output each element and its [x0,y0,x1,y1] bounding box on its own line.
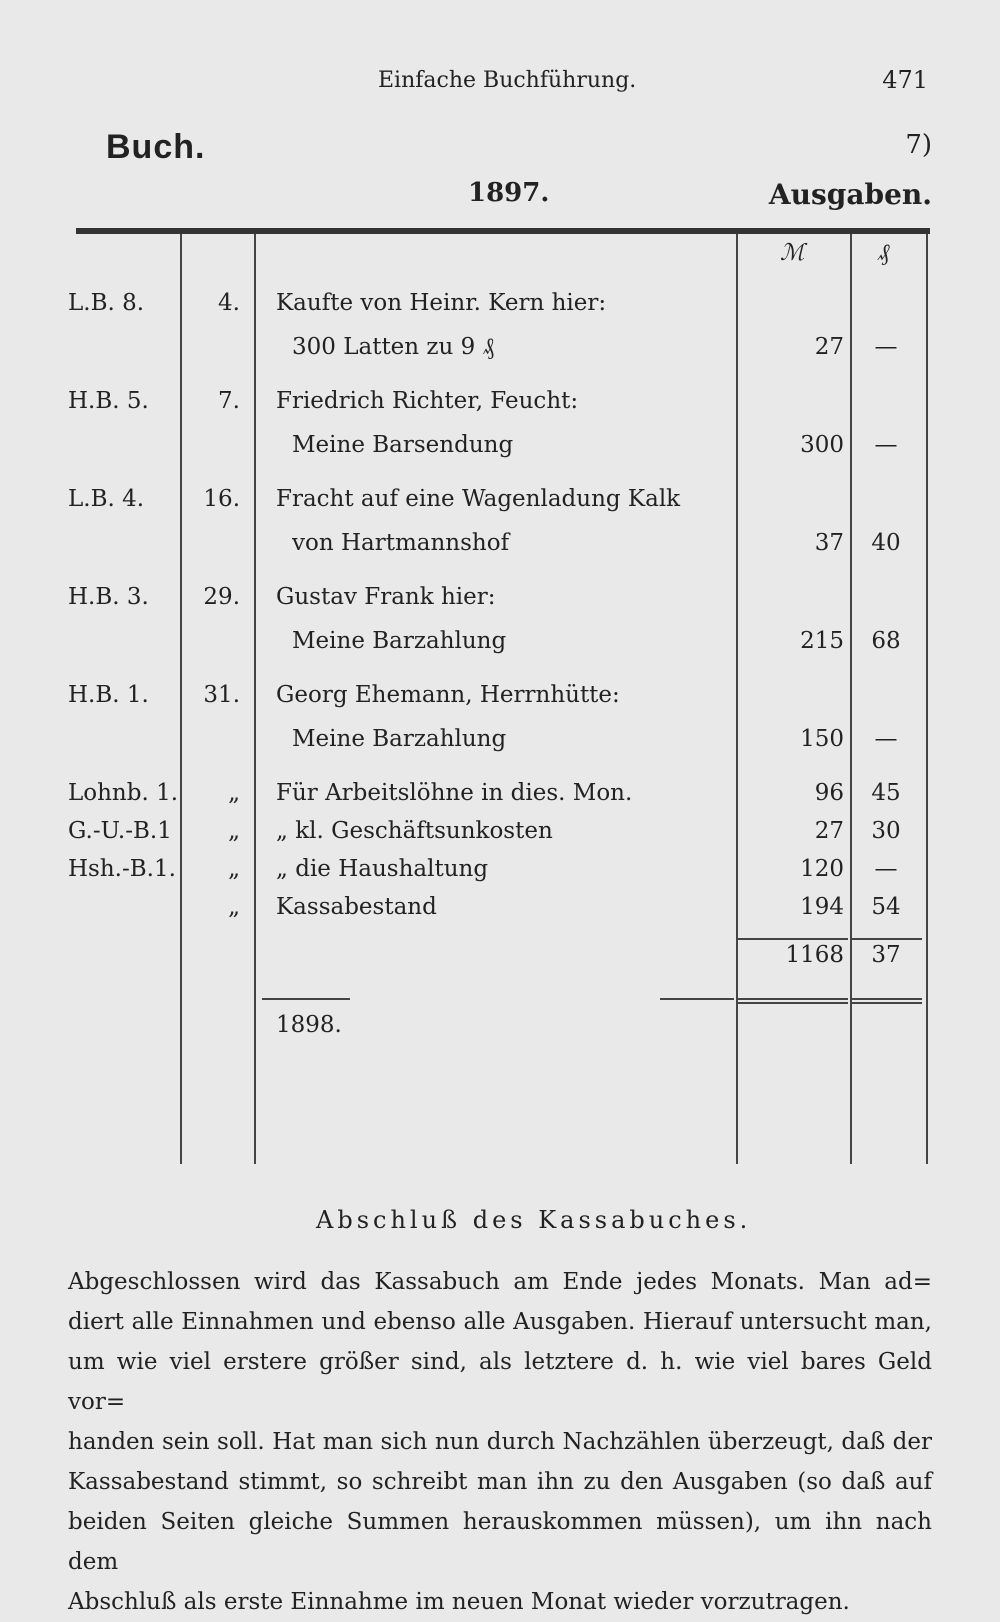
ledger-description: Friedrich Richter, Feucht: [276,388,579,414]
ledger-pfennig: 54 [871,894,901,920]
paragraph-line: Abschluß als erste Einnahme im neuen Monat wieder vorzutragen. [68,1589,850,1615]
table-top-rule [76,228,930,234]
ledger-marks: 27 [814,334,844,360]
ledger-ref: Hsh.-B.1. [68,856,176,882]
ledger-ref: H.B. 5. [68,388,149,414]
ledger-description: Meine Barzahlung [292,726,507,752]
ledger-marks: 27 [814,818,844,844]
ledger-ref: H.B. 3. [68,584,149,610]
running-title: Einfache Buchführung. [378,68,637,93]
ledger-marks: 96 [814,780,844,806]
ledger-pfennig: — [874,856,898,882]
ledger-marks: 215 [800,628,844,654]
ledger-description: Kaufte von Heinr. Kern hier: [276,290,607,316]
ledger-description: Kassabestand [276,894,437,920]
ledger-marks: 150 [800,726,844,752]
closing-rule [262,998,350,1000]
ledger-day: 16. [203,486,240,512]
ledger-day: „ [228,856,240,882]
year-heading: 1897. [468,178,550,208]
closing-rule [738,1002,848,1004]
closing-rule [852,998,922,1000]
body-paragraph [68,1262,932,1622]
ledger-pfennig: — [874,334,898,360]
total-marks: 1168 [785,942,844,968]
ledger-description: von Hartmannshof [292,530,510,556]
closing-rule [738,998,848,1000]
corner-mark: 7) [905,130,932,160]
ledger-description: Georg Ehemann, Herrnhütte: [276,682,620,708]
paragraph-line: um wie viel erstere größer sind, als letztere d. h. wie viel bares Geld vor= [68,1349,932,1415]
paragraph-line: beiden Seiten gleiche Summen herauskommen müssen), um ihn nach dem [68,1509,932,1575]
ledger-day: „ [228,818,240,844]
ledger-ref: H.B. 1. [68,682,149,708]
currency-pf-header: ₰ [878,240,890,266]
ledger-pfennig: 45 [871,780,901,806]
ledger-description: „ die Haushaltung [276,856,489,882]
ledger-marks: 194 [800,894,844,920]
paragraph-line: Kassabestand stimmt, so schreibt man ihn zu den Ausgaben (so daß auf [68,1469,932,1495]
ledger-day: 4. [218,290,240,316]
ledger-ref: G.-U.-B.1 [68,818,172,844]
ledger-day: „ [228,894,240,920]
sum-rule [738,938,848,940]
ledger-ref: L.B. 4. [68,486,145,512]
ledger-marks: 300 [800,432,844,458]
ledger-pfennig: — [874,726,898,752]
column-rule [254,234,256,1164]
ledger-day: „ [228,780,240,806]
currency-mark-header: ℳ [780,240,805,266]
page-number: 471 [882,66,928,94]
ledger-description: Für Arbeitslöhne in dies. Mon. [276,780,633,806]
ledger-pfennig: 30 [871,818,901,844]
next-year: 1898. [276,1012,342,1038]
ledger-pfennig: — [874,432,898,458]
ledger-description: 300 Latten zu 9 ₰ [292,334,495,360]
ledger-ref: Lohnb. 1. [68,780,179,806]
section-title: Abschluß des Kassabuches. [316,1206,752,1234]
ledger-day: 29. [203,584,240,610]
ledger-pfennig: 68 [871,628,901,654]
ledger-pfennig: 40 [871,530,901,556]
ledger-description: „ kl. Geschäftsunkosten [276,818,553,844]
paragraph-line: diert alle Einnahmen und ebenso alle Ausgaben. Hierauf untersucht man, [68,1309,932,1335]
ledger-description: Meine Barsendung [292,432,514,458]
closing-rule [660,998,734,1000]
ledger-description: Meine Barzahlung [292,628,507,654]
closing-rule [852,1002,922,1004]
ledger-day: 7. [218,388,240,414]
ledger-marks: 120 [800,856,844,882]
side-heading: Ausgaben. [768,178,932,211]
paragraph-line: Abgeschlossen wird das Kassabuch am Ende jedes Monats. Man ad= [68,1269,932,1295]
column-rule [926,234,928,1164]
ledger-day: 31. [203,682,240,708]
total-pfennig: 37 [871,942,901,968]
ledger-description: Fracht auf eine Wagenladung Kalk [276,486,681,512]
book-label: Buch. [106,128,206,166]
sum-rule [852,938,922,940]
column-rule [736,234,738,1164]
ledger-ref: L.B. 8. [68,290,145,316]
ledger-description: Gustav Frank hier: [276,584,496,610]
ledger-marks: 37 [814,530,844,556]
column-rule [850,234,852,1164]
paragraph-line: handen sein soll. Hat man sich nun durch Nachzählen überzeugt, daß der [68,1429,932,1455]
